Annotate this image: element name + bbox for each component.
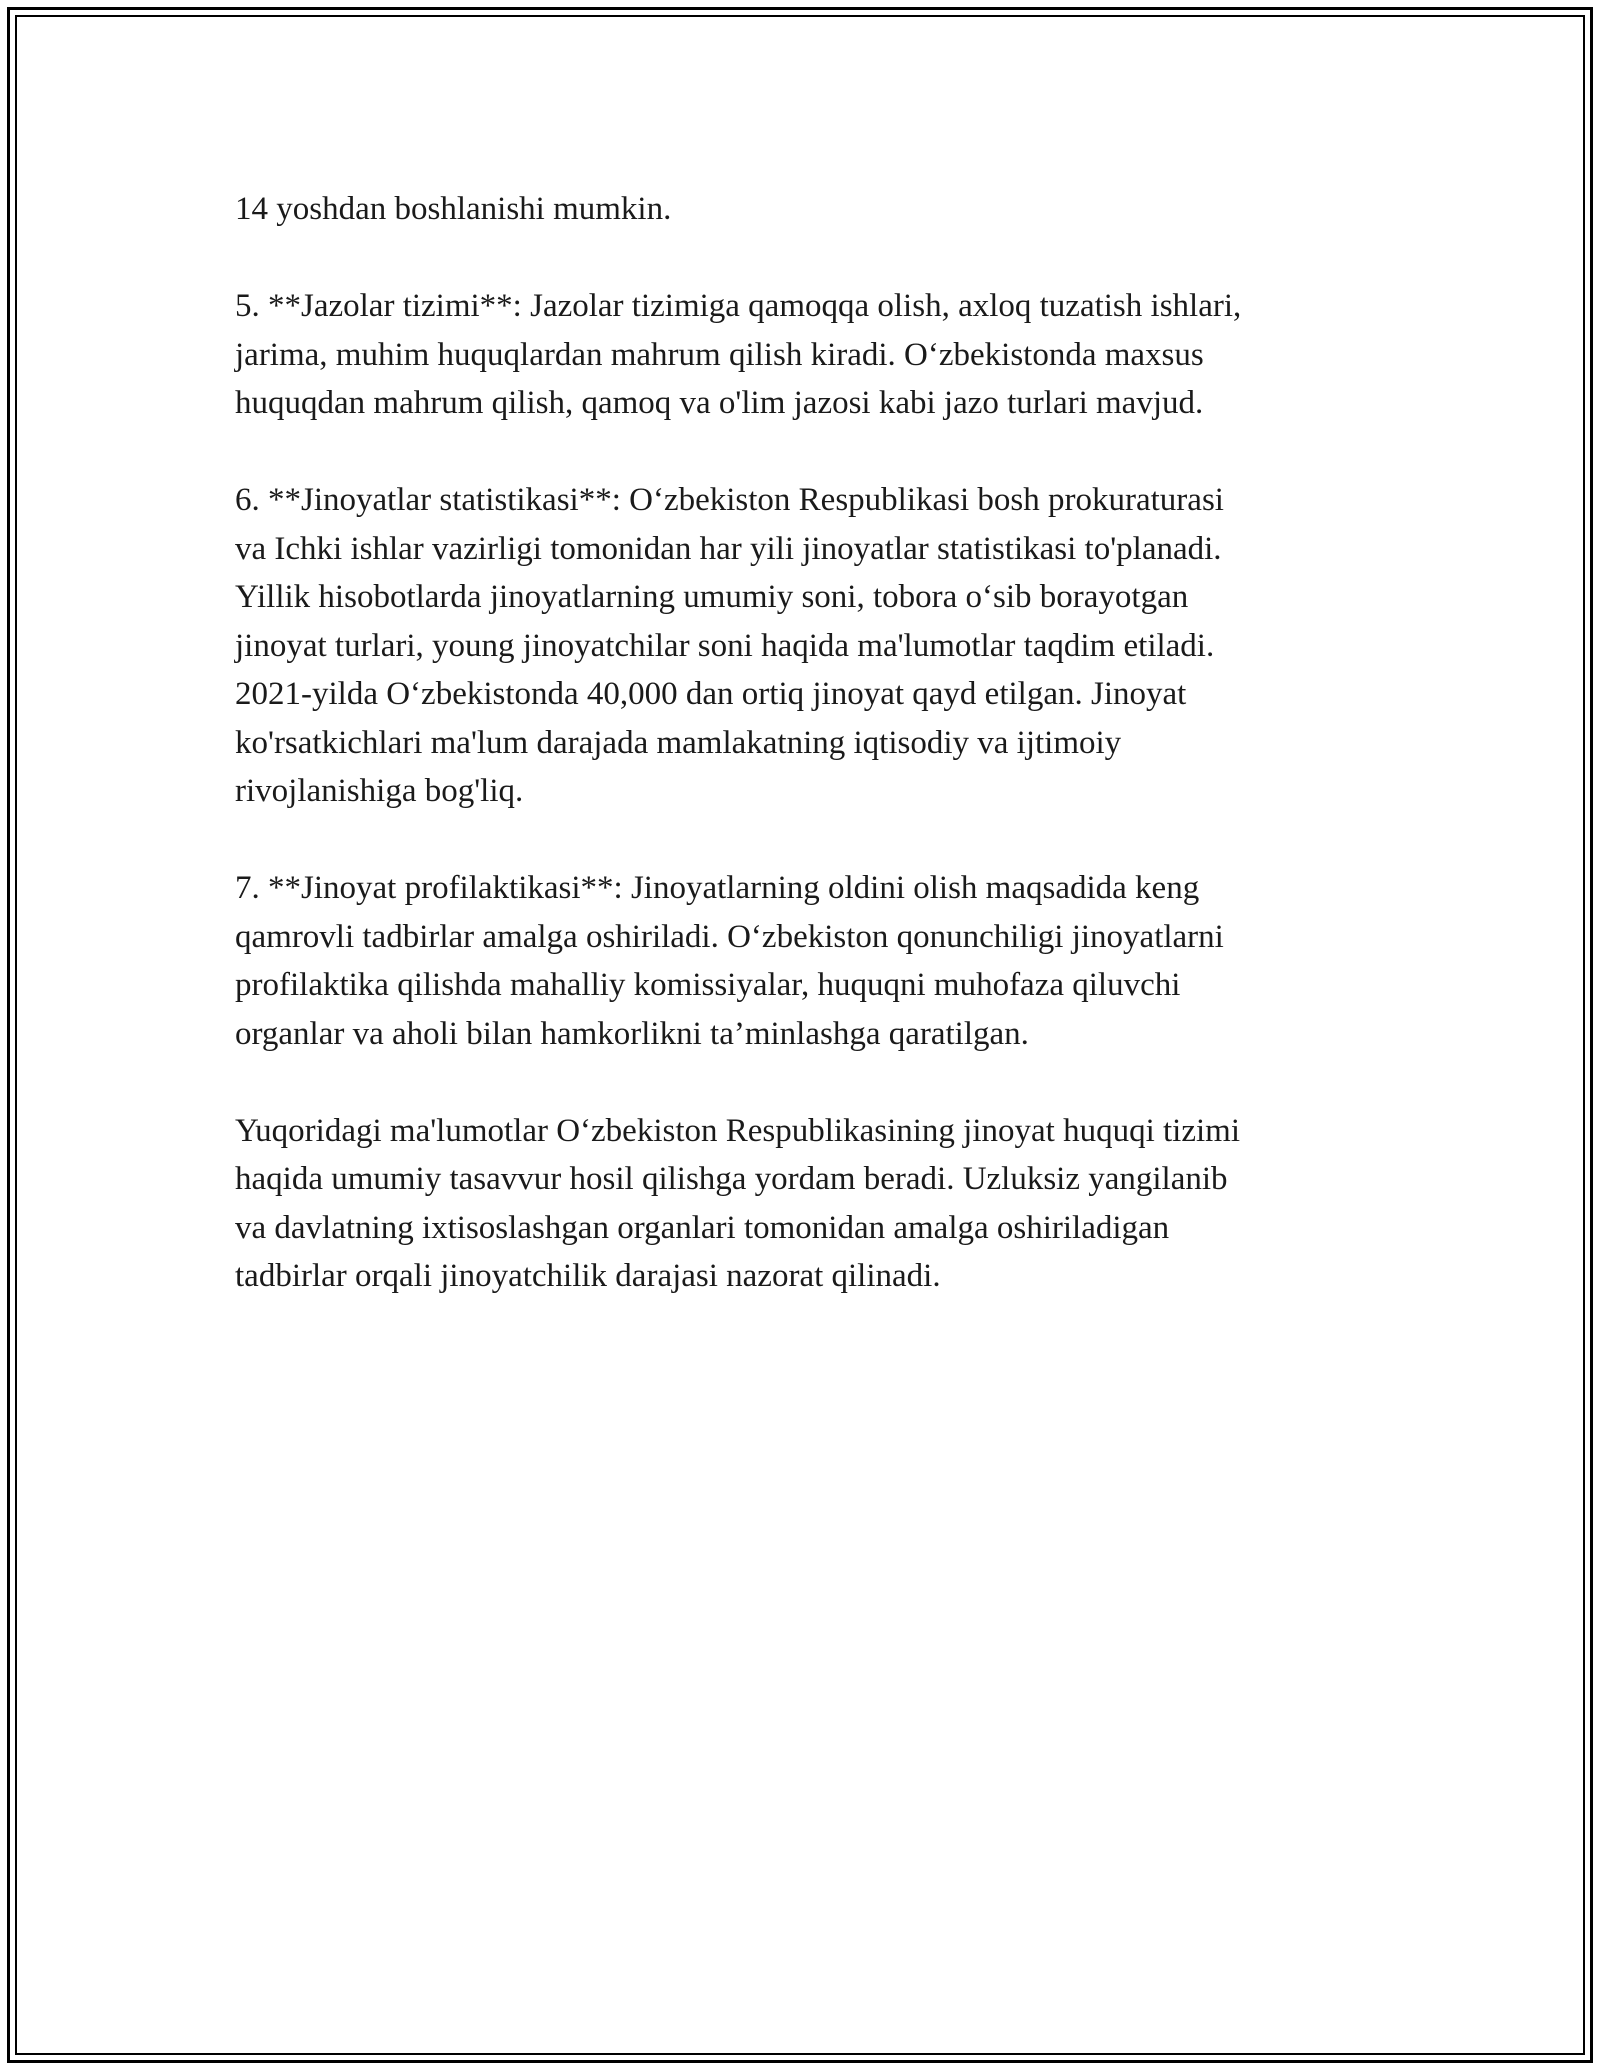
document-body [235,185,1375,1349]
paragraph-jazolar-tizimi: 5. **Jazolar tizimi**: Jazolar tizimiga qamoqqa olish, axloq tuzatish ishlari, jarima, muhim huquqlardan mahrum qilish kiradi. O‘zbekistonda maxsus huquqdan mahrum qilish, qamoq va o'lim jazosi kabi jazo turlari mavjud. [235,288,1242,421]
paragraph-continuation: 14 yoshdan boshlanishi mumkin. [235,191,672,227]
paragraph-jinoyat-profilaktikasi: 7. **Jinoyat profilaktikasi**: Jinoyatlarning oldini olish maqsadida keng qamrovli tadbirlar amalga oshiriladi. O‘zbekiston qonunchiligi jinoyatlarni profilaktika qilishda mahalliy komissiyalar, huquqni muhofaza qiluvchi organlar va aholi bilan hamkorlikni ta’minlashga qaratilgan. [235,870,1224,1052]
paragraph-jinoyatlar-statistikasi: 6. **Jinoyatlar statistikasi**: O‘zbekiston Respublikasi bosh prokuraturasi va Ichki ishlar vazirligi tomonidan har yili jinoyatlar statistikasi to'planadi. Yillik hisobotlarda jinoyatlarning umumiy soni, tobora o‘sib borayotgan jinoyat turlari, young jinoyatchilar soni haqida ma'lumotlar taqdim etiladi. 2021-yilda O‘zbekistonda 40,000 dan ortiq jinoyat qayd etilgan. Jinoyat ko'rsatkichlari ma'lum darajada mamlakatning iqtisodiy va ijtimoiy rivojlanishiga bog'liq. [235,482,1224,809]
paragraph-conclusion: Yuqoridagi ma'lumotlar O‘zbekiston Respublikasining jinoyat huquqi tizimi haqida umumiy tasavvur hosil qilishga yordam beradi. Uzluksiz yangilanib va davlatning ixtisoslashgan organlari tomonidan amalga oshiriladigan tadbirlar orqali jinoyatchilik darajasi nazorat qilinadi. [235,1112,1240,1294]
